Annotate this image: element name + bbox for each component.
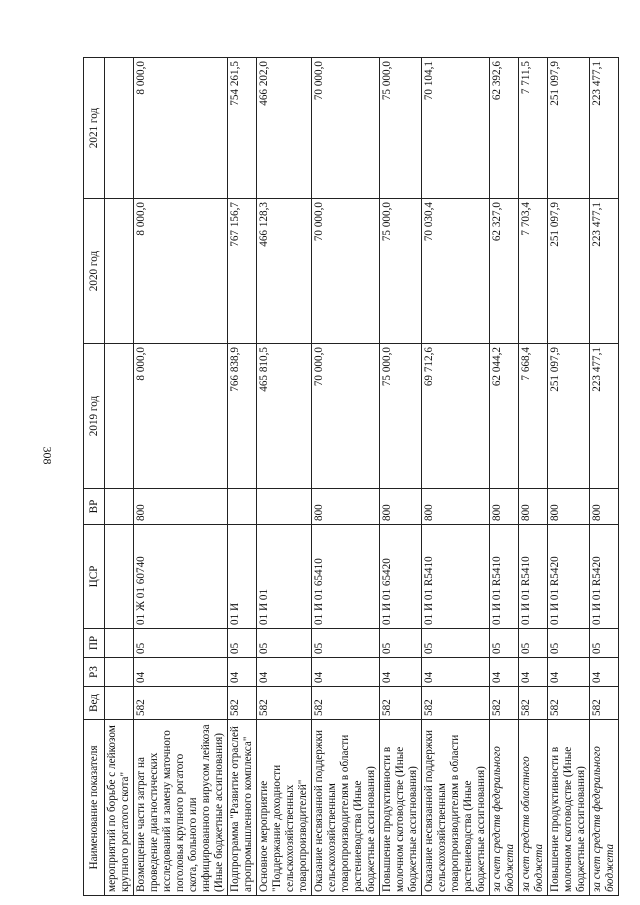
row-2020: 7 703,4	[519, 199, 548, 344]
header-name: Наименование показателя	[84, 720, 105, 896]
row-vr	[228, 489, 257, 525]
row-2019: 766 838,9	[228, 344, 257, 489]
row-rz: 04	[422, 658, 490, 687]
row-vr: 800	[380, 489, 422, 525]
row-ved: 582	[519, 687, 548, 720]
row-rz: 04	[228, 658, 257, 687]
row-2021: 75 000,0	[380, 58, 422, 199]
table-row	[257, 58, 312, 896]
row-pr: 05	[490, 629, 519, 658]
table-row	[228, 58, 257, 896]
row-2021: 466 202,0	[257, 58, 312, 199]
row-pr: 05	[228, 629, 257, 658]
header-pr: ПР	[84, 629, 105, 658]
row-2019: 465 810,5	[257, 344, 312, 489]
header-csr: ЦСР	[84, 525, 105, 629]
row-csr: 01 И 01 65410	[312, 525, 380, 629]
row-rz: 04	[134, 658, 228, 687]
row-pr: 05	[519, 629, 548, 658]
row-name: за счет средств федерального бюджета	[590, 720, 619, 896]
row-vr: 800	[490, 489, 519, 525]
row-2021: 8 000,0	[134, 58, 228, 199]
row-2021: 7 711,5	[519, 58, 548, 199]
table-body	[105, 58, 619, 896]
row-vr: 800	[519, 489, 548, 525]
header-2019: 2019 год	[84, 344, 105, 489]
row-ved: 582	[380, 687, 422, 720]
row-pr: 05	[548, 629, 590, 658]
row-csr: 01 И 01 65420	[380, 525, 422, 629]
row-2020: 70 000,0	[312, 199, 380, 344]
row-2020: 466 128,3	[257, 199, 312, 344]
row-vr: 800	[548, 489, 590, 525]
page-number: 308	[40, 446, 55, 465]
table-row	[422, 58, 490, 896]
row-2021: 251 097,9	[548, 58, 590, 199]
row-ved: 582	[590, 687, 619, 720]
row-name: Подпрограмма "Развитие отраслей агропромышленного комплекса"	[228, 720, 257, 896]
row-ved: 582	[422, 687, 490, 720]
row-name: Возмещение части затрат на проведение диагностических исследований и замену маточного поголовья крупного рогатого скота, больного или инфицированного вирусом лейкоза (Иные бюджетные ассигнования)	[134, 720, 228, 896]
row-2019: 69 712,6	[422, 344, 490, 489]
row-ved: 582	[257, 687, 312, 720]
row-name: мероприятий по борьбе с лейкозом крупного рогатого скота"	[105, 720, 134, 896]
row-pr	[105, 629, 134, 658]
row-name: за счет средств федерального бюджета	[490, 720, 519, 896]
row-name: Основное мероприятие "Поддержание доходности сельскохозяйственных товаропроизводителей"	[257, 720, 312, 896]
row-ved: 582	[312, 687, 380, 720]
header-vr: ВР	[84, 489, 105, 525]
row-name: Повышение продуктивности в молочном скотоводстве (Иные бюджетные ассигнования)	[380, 720, 422, 896]
row-2019: 62 044,2	[490, 344, 519, 489]
row-rz: 04	[312, 658, 380, 687]
row-2019: 7 668,4	[519, 344, 548, 489]
row-rz: 04	[548, 658, 590, 687]
row-vr	[105, 489, 134, 525]
row-2019: 8 000,0	[134, 344, 228, 489]
row-2020	[105, 199, 134, 344]
row-2019	[105, 344, 134, 489]
row-csr: 01 Ж 01 60740	[134, 525, 228, 629]
row-pr: 05	[422, 629, 490, 658]
header-row	[84, 58, 105, 896]
row-vr: 800	[134, 489, 228, 525]
table-row	[590, 58, 619, 896]
table-row	[490, 58, 519, 896]
row-csr: 01 И 01 R5420	[548, 525, 590, 629]
header-2020: 2020 год	[84, 199, 105, 344]
row-name: за счет средств областного бюджета	[519, 720, 548, 896]
row-2021: 70 000,0	[312, 58, 380, 199]
row-ved: 582	[490, 687, 519, 720]
row-name: Оказание несвязанной поддержки сельскохозяйственным товаропроизводителям в области растениеводства (Иные бюджетные ассигнования)	[422, 720, 490, 896]
row-2020: 8 000,0	[134, 199, 228, 344]
row-ved: 582	[548, 687, 590, 720]
table-row	[312, 58, 380, 896]
row-pr: 05	[590, 629, 619, 658]
row-2019: 70 000,0	[312, 344, 380, 489]
row-rz: 04	[257, 658, 312, 687]
table-row	[105, 58, 134, 896]
header-ved: Вед	[84, 687, 105, 720]
row-csr	[105, 525, 134, 629]
header-rz: РЗ	[84, 658, 105, 687]
row-pr: 05	[380, 629, 422, 658]
row-2020: 75 000,0	[380, 199, 422, 344]
row-rz: 04	[519, 658, 548, 687]
row-2019: 223 477,1	[590, 344, 619, 489]
row-pr: 05	[257, 629, 312, 658]
row-csr: 01 И 01 R5410	[422, 525, 490, 629]
rotated-page	[83, 58, 616, 896]
row-2020: 62 327,0	[490, 199, 519, 344]
header-2021: 2021 год	[84, 58, 105, 199]
row-name: Повышение продуктивности в молочном скотоводстве (Иные бюджетные ассигнования)	[548, 720, 590, 896]
row-vr: 800	[422, 489, 490, 525]
row-rz: 04	[490, 658, 519, 687]
row-2020: 223 477,1	[590, 199, 619, 344]
row-2020: 70 030,4	[422, 199, 490, 344]
table-row	[134, 58, 228, 896]
row-rz: 04	[590, 658, 619, 687]
row-pr: 05	[134, 629, 228, 658]
row-2021: 223 477,1	[590, 58, 619, 199]
row-ved: 582	[228, 687, 257, 720]
row-csr: 01 И	[228, 525, 257, 629]
row-2021	[105, 58, 134, 199]
row-csr: 01 И 01 R5410	[490, 525, 519, 629]
row-2020: 767 156,7	[228, 199, 257, 344]
row-csr: 01 И 01	[257, 525, 312, 629]
row-ved: 582	[134, 687, 228, 720]
table-row	[519, 58, 548, 896]
row-pr: 05	[312, 629, 380, 658]
budget-table	[83, 57, 619, 896]
row-vr: 800	[312, 489, 380, 525]
table-row	[380, 58, 422, 896]
table-row	[548, 58, 590, 896]
row-2021: 754 261,5	[228, 58, 257, 199]
row-vr: 800	[590, 489, 619, 525]
row-2019: 75 000,0	[380, 344, 422, 489]
row-csr: 01 И 01 R5410	[519, 525, 548, 629]
row-2021: 70 104,1	[422, 58, 490, 199]
row-2021: 62 392,6	[490, 58, 519, 199]
row-rz	[105, 658, 134, 687]
row-ved	[105, 687, 134, 720]
row-rz: 04	[380, 658, 422, 687]
row-vr	[257, 489, 312, 525]
row-csr: 01 И 01 R5420	[590, 525, 619, 629]
row-2020: 251 097,9	[548, 199, 590, 344]
row-2019: 251 097,9	[548, 344, 590, 489]
row-name: Оказание несвязанной поддержки сельскохозяйственным товаропроизводителям в области растениеводства (Иные бюджетные ассигнования)	[312, 720, 380, 896]
